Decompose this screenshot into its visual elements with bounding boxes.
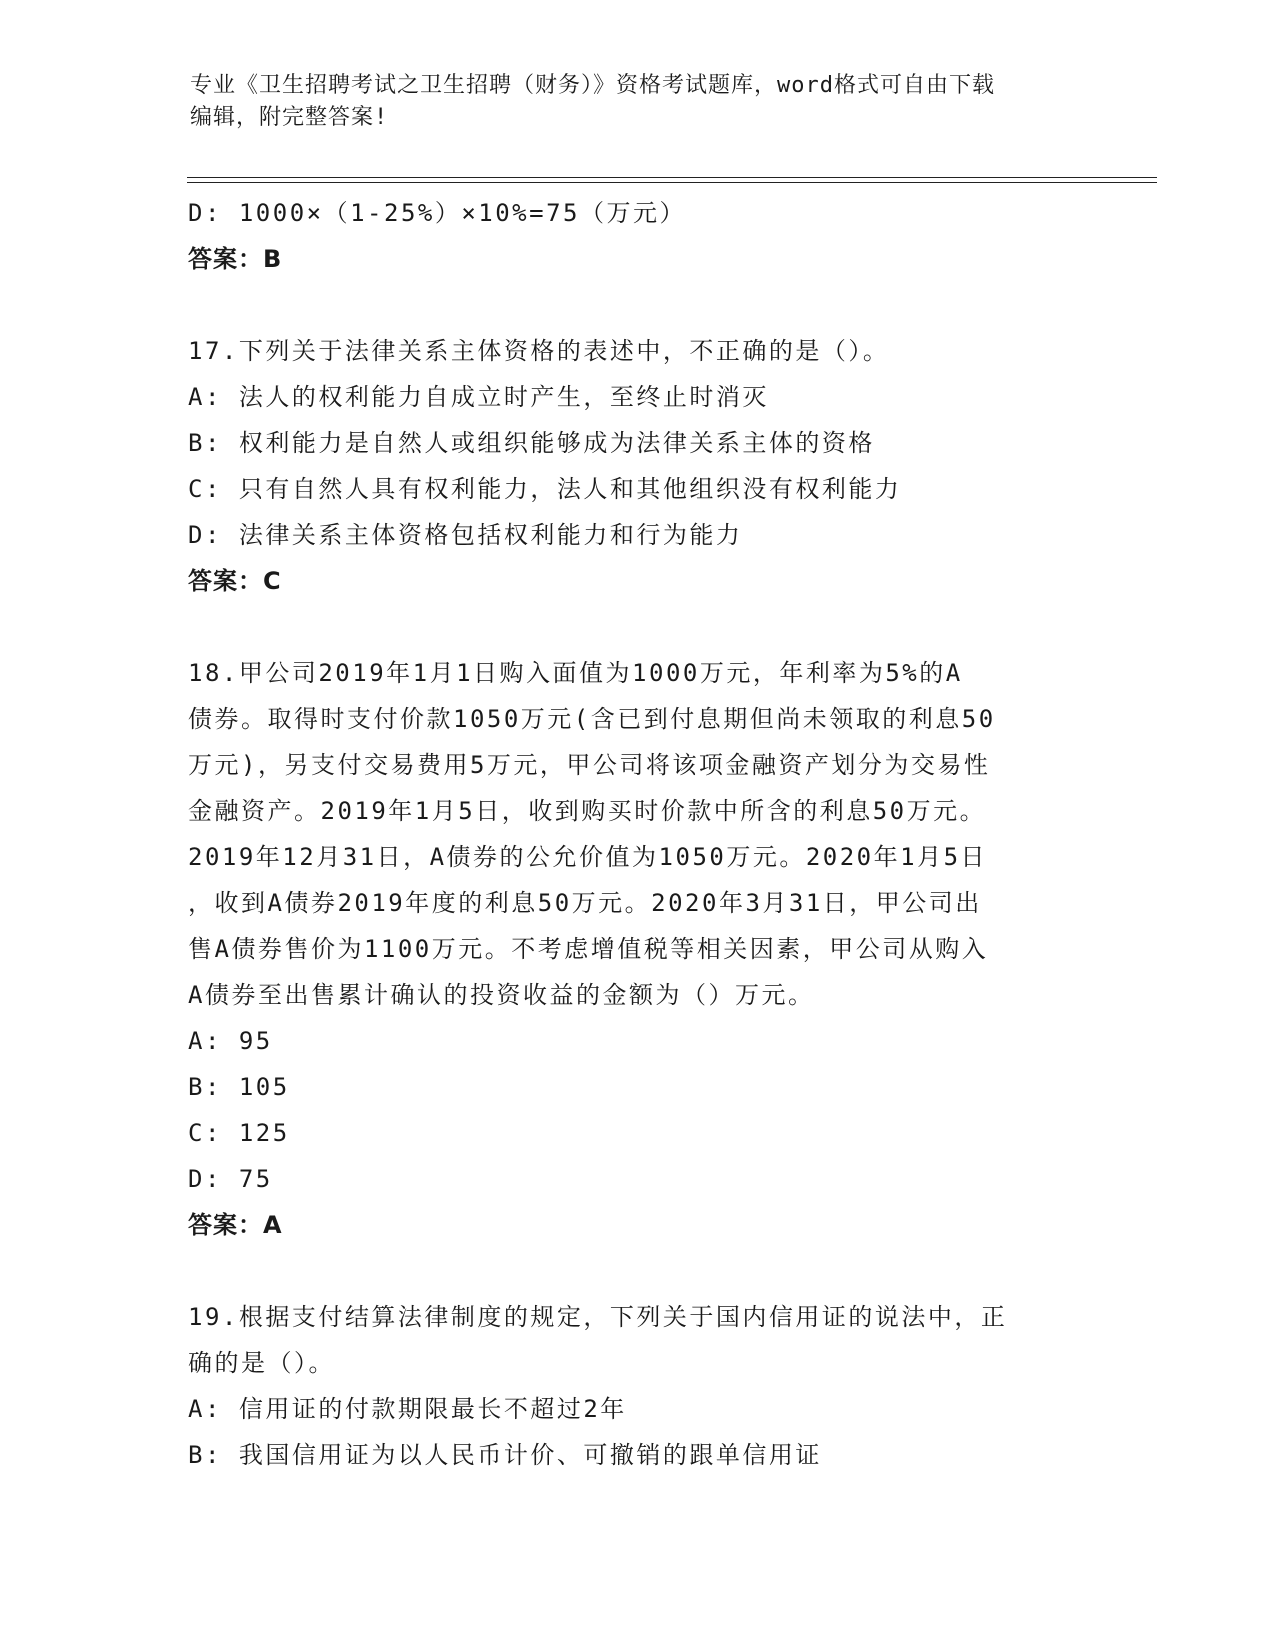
q17-answer: 答案：C [188,567,282,595]
q18-question-line: 18.甲公司2019年1月1日购入面值为1000万元，年利率为5%的A [188,659,963,687]
q18-question [188,650,1088,1018]
header-divider-bottom [187,182,1157,183]
q19-option-a: A: 信用证的付款期限最长不超过2年 [188,1395,627,1423]
q18-question-line: 金融资产。2019年1月5日，收到购买时价款中所含的利息50万元。 [188,797,987,825]
q18-answer: 答案：A [188,1211,283,1239]
q18-option-c: C: 125 [188,1119,290,1147]
spacer [188,1248,1088,1294]
header-line-2: 编辑，附完整答案! [190,105,389,130]
q19-question [188,1294,1088,1386]
header-line-1: 专业《卫生招聘考试之卫生招聘（财务）》资格考试题库，word格式可自由下载 [190,73,995,98]
prev-option-d: D: 1000×（1-25%）×10%=75（万元） [188,199,686,227]
q18-question-line: A债券至出售累计确认的投资收益的金额为（）万元。 [188,981,815,1009]
prev-answer: 答案：B [188,245,283,273]
q18-option-d: D: 75 [188,1165,273,1193]
q17-option-c: C: 只有自然人具有权利能力，法人和其他组织没有权利能力 [188,475,902,503]
question-content [188,190,1088,1478]
q17-question: 17.下列关于法律关系主体资格的表述中，不正确的是（）。 [188,337,890,365]
q18-option-b: B: 105 [188,1073,290,1101]
q18-question-line: ，收到A债券2019年度的利息50万元。2020年3月31日，甲公司出 [188,889,982,917]
q18-option-a: A: 95 [188,1027,273,1055]
q19-question-line: 确的是（）。 [188,1349,335,1377]
q18-question-line: 万元)，另支付交易费用5万元，甲公司将该项金融资产划分为交易性 [188,751,991,779]
q18-question-line: 债券。取得时支付价款1050万元(含已到付息期但尚未领取的利息50 [188,705,996,733]
header-divider-top [187,177,1157,178]
spacer [188,282,1088,328]
q18-question-line: 售A债券售价为1100万元。不考虑增值税等相关因素，甲公司从购入 [188,935,989,963]
q17-option-a: A: 法人的权利能力自成立时产生，至终止时消灭 [188,383,769,411]
q19-option-b: B: 我国信用证为以人民币计价、可撤销的跟单信用证 [188,1441,822,1469]
q17-option-b: B: 权利能力是自然人或组织能够成为法律关系主体的资格 [188,429,875,457]
spacer [188,604,1088,650]
q18-question-line: 2019年12月31日，A债券的公允价值为1050万元。2020年1月5日 [188,843,988,871]
document-header [190,70,1090,134]
q19-question-line: 19.根据支付结算法律制度的规定，下列关于国内信用证的说法中，正 [188,1303,1008,1331]
q17-option-d: D: 法律关系主体资格包括权利能力和行为能力 [188,521,743,549]
